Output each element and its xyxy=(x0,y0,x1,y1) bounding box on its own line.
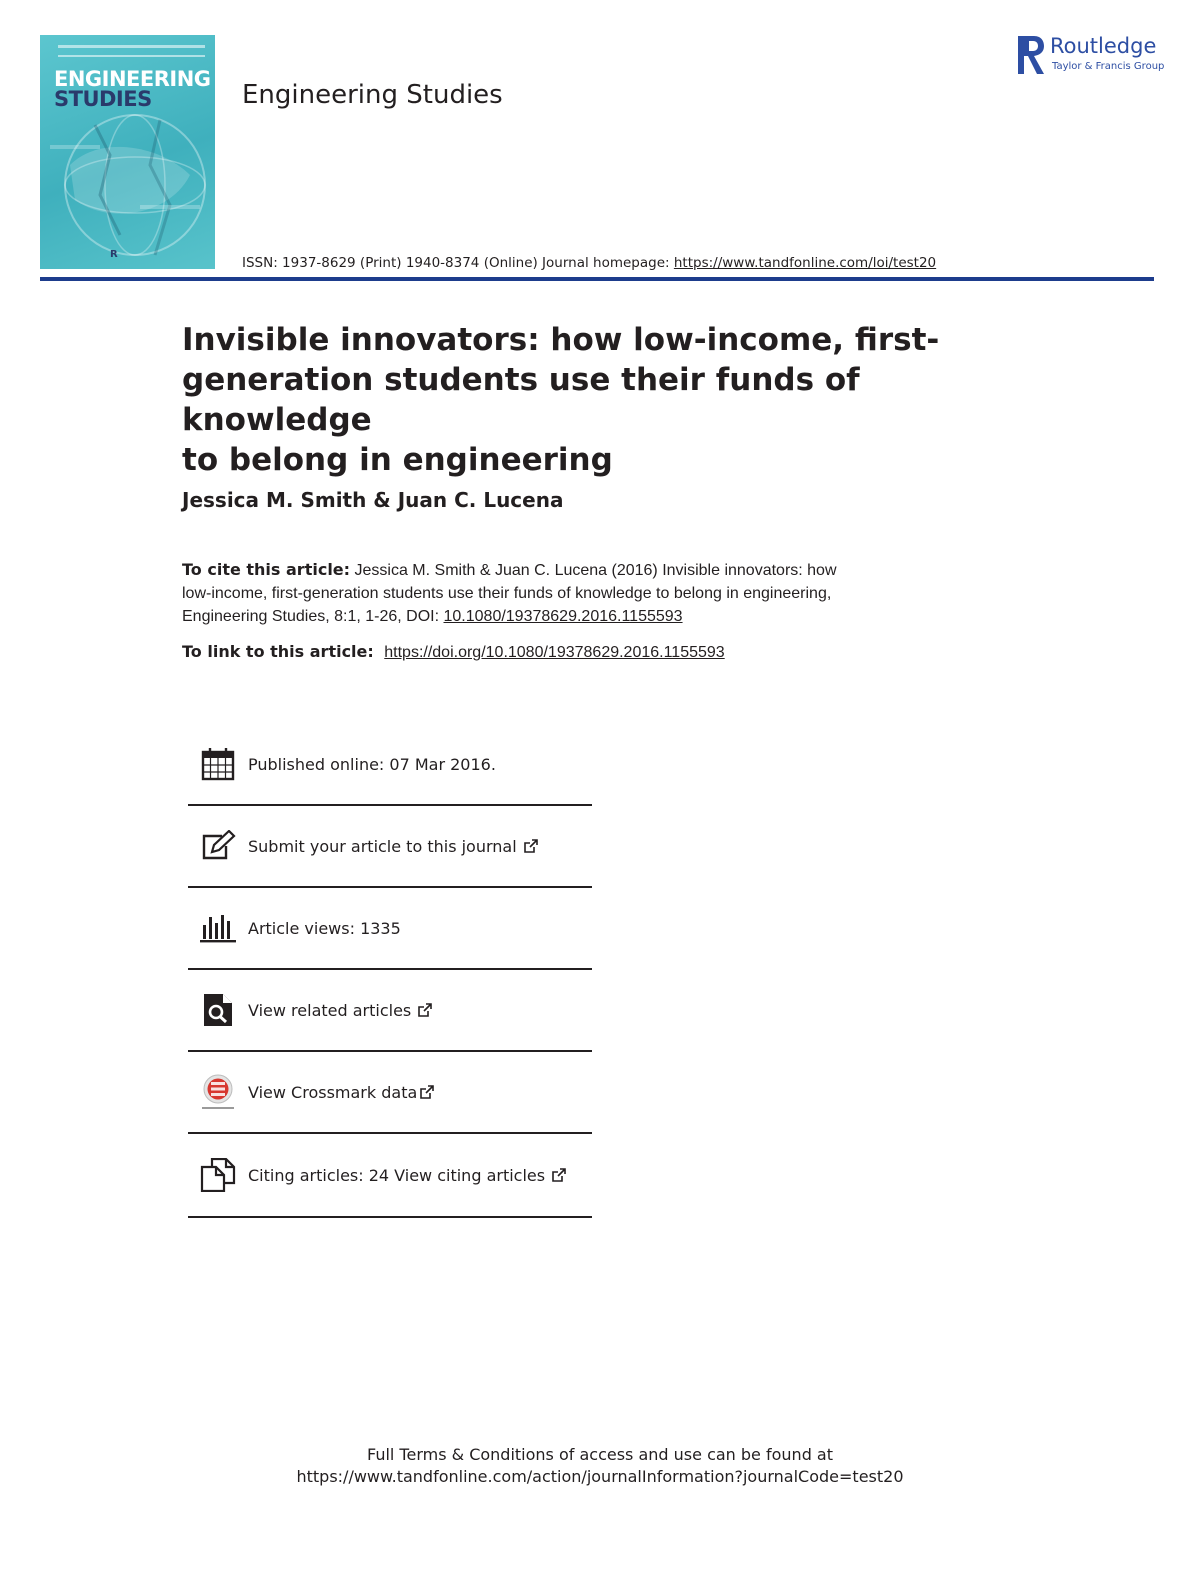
published-online-text: Published online: 07 Mar 2016. xyxy=(248,754,496,774)
issn-text: ISSN: 1937-8629 (Print) 1940-8374 (Online) Journal homepage: xyxy=(242,255,670,271)
external-link-icon xyxy=(417,1002,433,1018)
cover-title-line2: STUDIES xyxy=(54,87,152,111)
bar-chart-icon xyxy=(199,913,237,943)
external-link-icon xyxy=(551,1167,567,1183)
link-label: To link to this article: xyxy=(182,642,374,661)
article-title xyxy=(182,320,1022,480)
citation-block xyxy=(182,558,982,628)
crossmark-row[interactable] xyxy=(188,1052,592,1134)
crossmark-icon xyxy=(200,1073,236,1111)
related-articles-text: View related articles xyxy=(248,1000,412,1020)
citation-line3-prefix: Engineering Studies, 8:1, 1-26, DOI: xyxy=(182,608,440,625)
article-authors: Jessica M. Smith & Juan C. Lucena xyxy=(182,488,564,512)
published-online-row xyxy=(188,724,592,806)
footer-terms-text: Full Terms & Conditions of access and use can be found at xyxy=(366,1445,834,1464)
article-views-text: Article views: 1335 xyxy=(248,918,401,938)
article-title-line3: to belong in engineering xyxy=(182,442,613,478)
journal-homepage-link[interactable]: https://www.tandfonline.com/loi/test20 xyxy=(673,255,937,271)
header-divider xyxy=(40,277,1154,281)
article-views-row xyxy=(188,888,592,970)
citation-doi-link[interactable]: 10.1080/19378629.2016.1155593 xyxy=(443,608,683,625)
citing-articles-text: Citing articles: 24 View citing articles xyxy=(248,1165,546,1185)
related-articles-row[interactable] xyxy=(188,970,592,1052)
cover-publisher-mark: R xyxy=(110,249,118,260)
article-link-line xyxy=(182,642,725,662)
routledge-r-icon xyxy=(1016,34,1046,76)
crossmark-text: View Crossmark data xyxy=(248,1082,418,1102)
issn-line xyxy=(242,255,936,271)
citing-documents-icon xyxy=(200,1158,236,1192)
article-info-list xyxy=(188,724,592,1218)
cover-globe-artwork xyxy=(40,105,215,269)
submit-article-row[interactable] xyxy=(188,806,592,888)
article-doi-url-link[interactable]: https://doi.org/10.1080/19378629.2016.1155593 xyxy=(384,644,725,661)
cover-title-line1: ENGINEERING xyxy=(54,67,211,91)
article-title-line1: Invisible innovators: how low-income, first- xyxy=(182,322,940,358)
footer-terms-url[interactable]: https://www.tandfonline.com/action/journalInformation?journalCode=test20 xyxy=(296,1467,904,1486)
external-link-icon xyxy=(419,1084,435,1100)
citation-line2: low-income, first-generation students use their funds of knowledge to belong in engineering, xyxy=(182,585,832,602)
publisher-subtitle: Taylor & Francis Group xyxy=(1052,61,1165,72)
submit-article-text: Submit your article to this journal xyxy=(248,836,517,856)
edit-pencil-icon xyxy=(200,830,236,862)
citation-line1: Jessica M. Smith & Juan C. Lucena (2016) Invisible innovators: how xyxy=(354,562,837,579)
journal-cover-image xyxy=(40,35,215,269)
calendar-icon xyxy=(201,747,235,781)
cover-title xyxy=(54,69,215,109)
terms-footer xyxy=(0,1444,1200,1488)
routledge-logo xyxy=(1016,34,1165,76)
document-search-icon xyxy=(203,993,233,1027)
journal-name: Engineering Studies xyxy=(242,80,503,110)
publisher-name: Routledge xyxy=(1050,34,1157,58)
external-link-icon xyxy=(523,838,539,854)
citation-label: To cite this article: xyxy=(182,560,351,579)
article-title-line2: generation students use their funds of knowledge xyxy=(182,362,860,438)
citing-articles-row[interactable] xyxy=(188,1134,592,1218)
